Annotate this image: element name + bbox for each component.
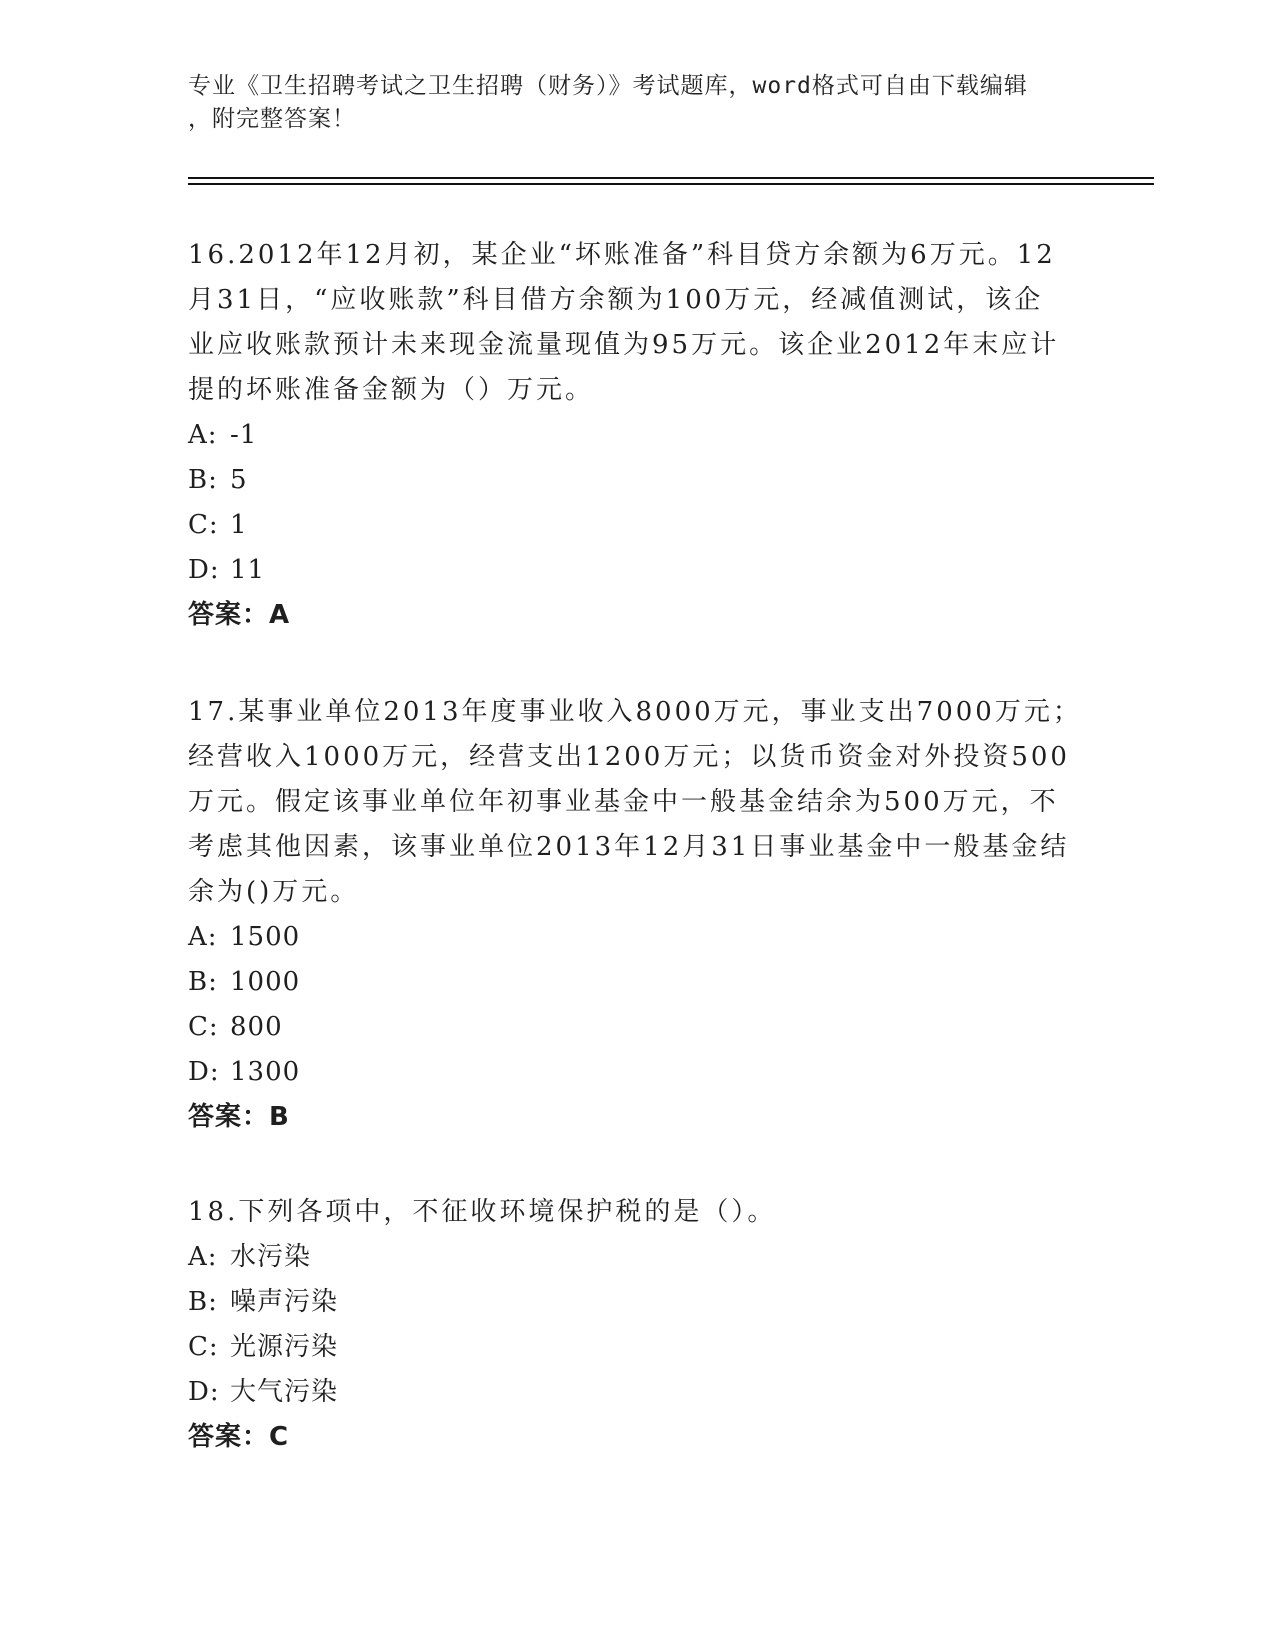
option-text: 5 bbox=[230, 465, 248, 495]
option-text: 噪声污染 bbox=[230, 1287, 339, 1317]
question-stem-line: 18.下列各项中，不征收环境保护税的是（）。 bbox=[188, 1197, 777, 1227]
option-text: 1 bbox=[230, 510, 248, 540]
option-letter: A: bbox=[188, 420, 218, 450]
option-d bbox=[188, 548, 1088, 593]
question-stem-line: 余为()万元。 bbox=[188, 877, 360, 907]
option-text: 水污染 bbox=[230, 1242, 312, 1272]
option-b bbox=[188, 960, 1088, 1005]
option-text: 1000 bbox=[230, 967, 301, 997]
question-17 bbox=[188, 690, 1088, 1140]
option-letter: C: bbox=[188, 1012, 219, 1042]
option-a bbox=[188, 915, 1088, 960]
option-letter: D: bbox=[188, 1377, 220, 1407]
answer-label: 答案：C bbox=[188, 1422, 290, 1452]
option-text: 1500 bbox=[230, 922, 301, 952]
question-18 bbox=[188, 1190, 1088, 1460]
option-c bbox=[188, 503, 1088, 548]
option-text: -1 bbox=[230, 420, 258, 450]
option-text: 1300 bbox=[230, 1057, 301, 1087]
question-stem-line: 考虑其他因素，该事业单位2013年12月31日事业基金中一般基金结 bbox=[188, 832, 1070, 862]
option-d bbox=[188, 1050, 1088, 1095]
option-text: 大气污染 bbox=[230, 1377, 339, 1407]
header-divider-bottom bbox=[188, 183, 1154, 185]
question-16 bbox=[188, 233, 1088, 638]
option-b bbox=[188, 458, 1088, 503]
option-c bbox=[188, 1005, 1088, 1050]
header-line-2: ，附完整答案！ bbox=[188, 106, 356, 132]
option-letter: D: bbox=[188, 1057, 220, 1087]
question-stem-line: 16.2012年12月初，某企业“坏账准备”科目贷方余额为6万元。12 bbox=[188, 240, 1056, 270]
question-stem-line: 月31日，“应收账款”科目借方余额为100万元，经减值测试，该企 bbox=[188, 285, 1044, 315]
option-letter: B: bbox=[188, 465, 218, 495]
option-letter: A: bbox=[188, 1242, 218, 1272]
question-stem-line: 业应收账款预计未来现金流量现值为95万元。该企业2012年末应计 bbox=[188, 330, 1060, 360]
document-header bbox=[188, 70, 1068, 136]
answer-label: 答案：A bbox=[188, 600, 291, 630]
question-stem-line: 提的坏账准备金额为（）万元。 bbox=[188, 375, 595, 405]
option-letter: A: bbox=[188, 922, 218, 952]
option-a bbox=[188, 413, 1088, 458]
answer-label: 答案：B bbox=[188, 1102, 290, 1132]
option-letter: C: bbox=[188, 510, 219, 540]
option-letter: C: bbox=[188, 1332, 219, 1362]
option-a bbox=[188, 1235, 1088, 1280]
header-line-1: 专业《卫生招聘考试之卫生招聘（财务）》考试题库，word格式可自由下载编辑 bbox=[188, 73, 1028, 99]
option-c bbox=[188, 1325, 1088, 1370]
option-d bbox=[188, 1370, 1088, 1415]
option-text: 800 bbox=[230, 1012, 283, 1042]
option-letter: B: bbox=[188, 967, 218, 997]
header-divider-top bbox=[188, 177, 1154, 179]
option-letter: D: bbox=[188, 555, 220, 585]
option-text: 光源污染 bbox=[230, 1332, 339, 1362]
option-text: 11 bbox=[230, 555, 266, 585]
option-b bbox=[188, 1280, 1088, 1325]
question-stem-line: 17.某事业单位2013年度事业收入8000万元，事业支出7000万元； bbox=[188, 697, 1082, 727]
question-stem-line: 经营收入1000万元，经营支出1200万元；以货币资金对外投资500 bbox=[188, 742, 1070, 772]
question-stem-line: 万元。假定该事业单位年初事业基金中一般基金结余为500万元，不 bbox=[188, 787, 1059, 817]
option-letter: B: bbox=[188, 1287, 218, 1317]
